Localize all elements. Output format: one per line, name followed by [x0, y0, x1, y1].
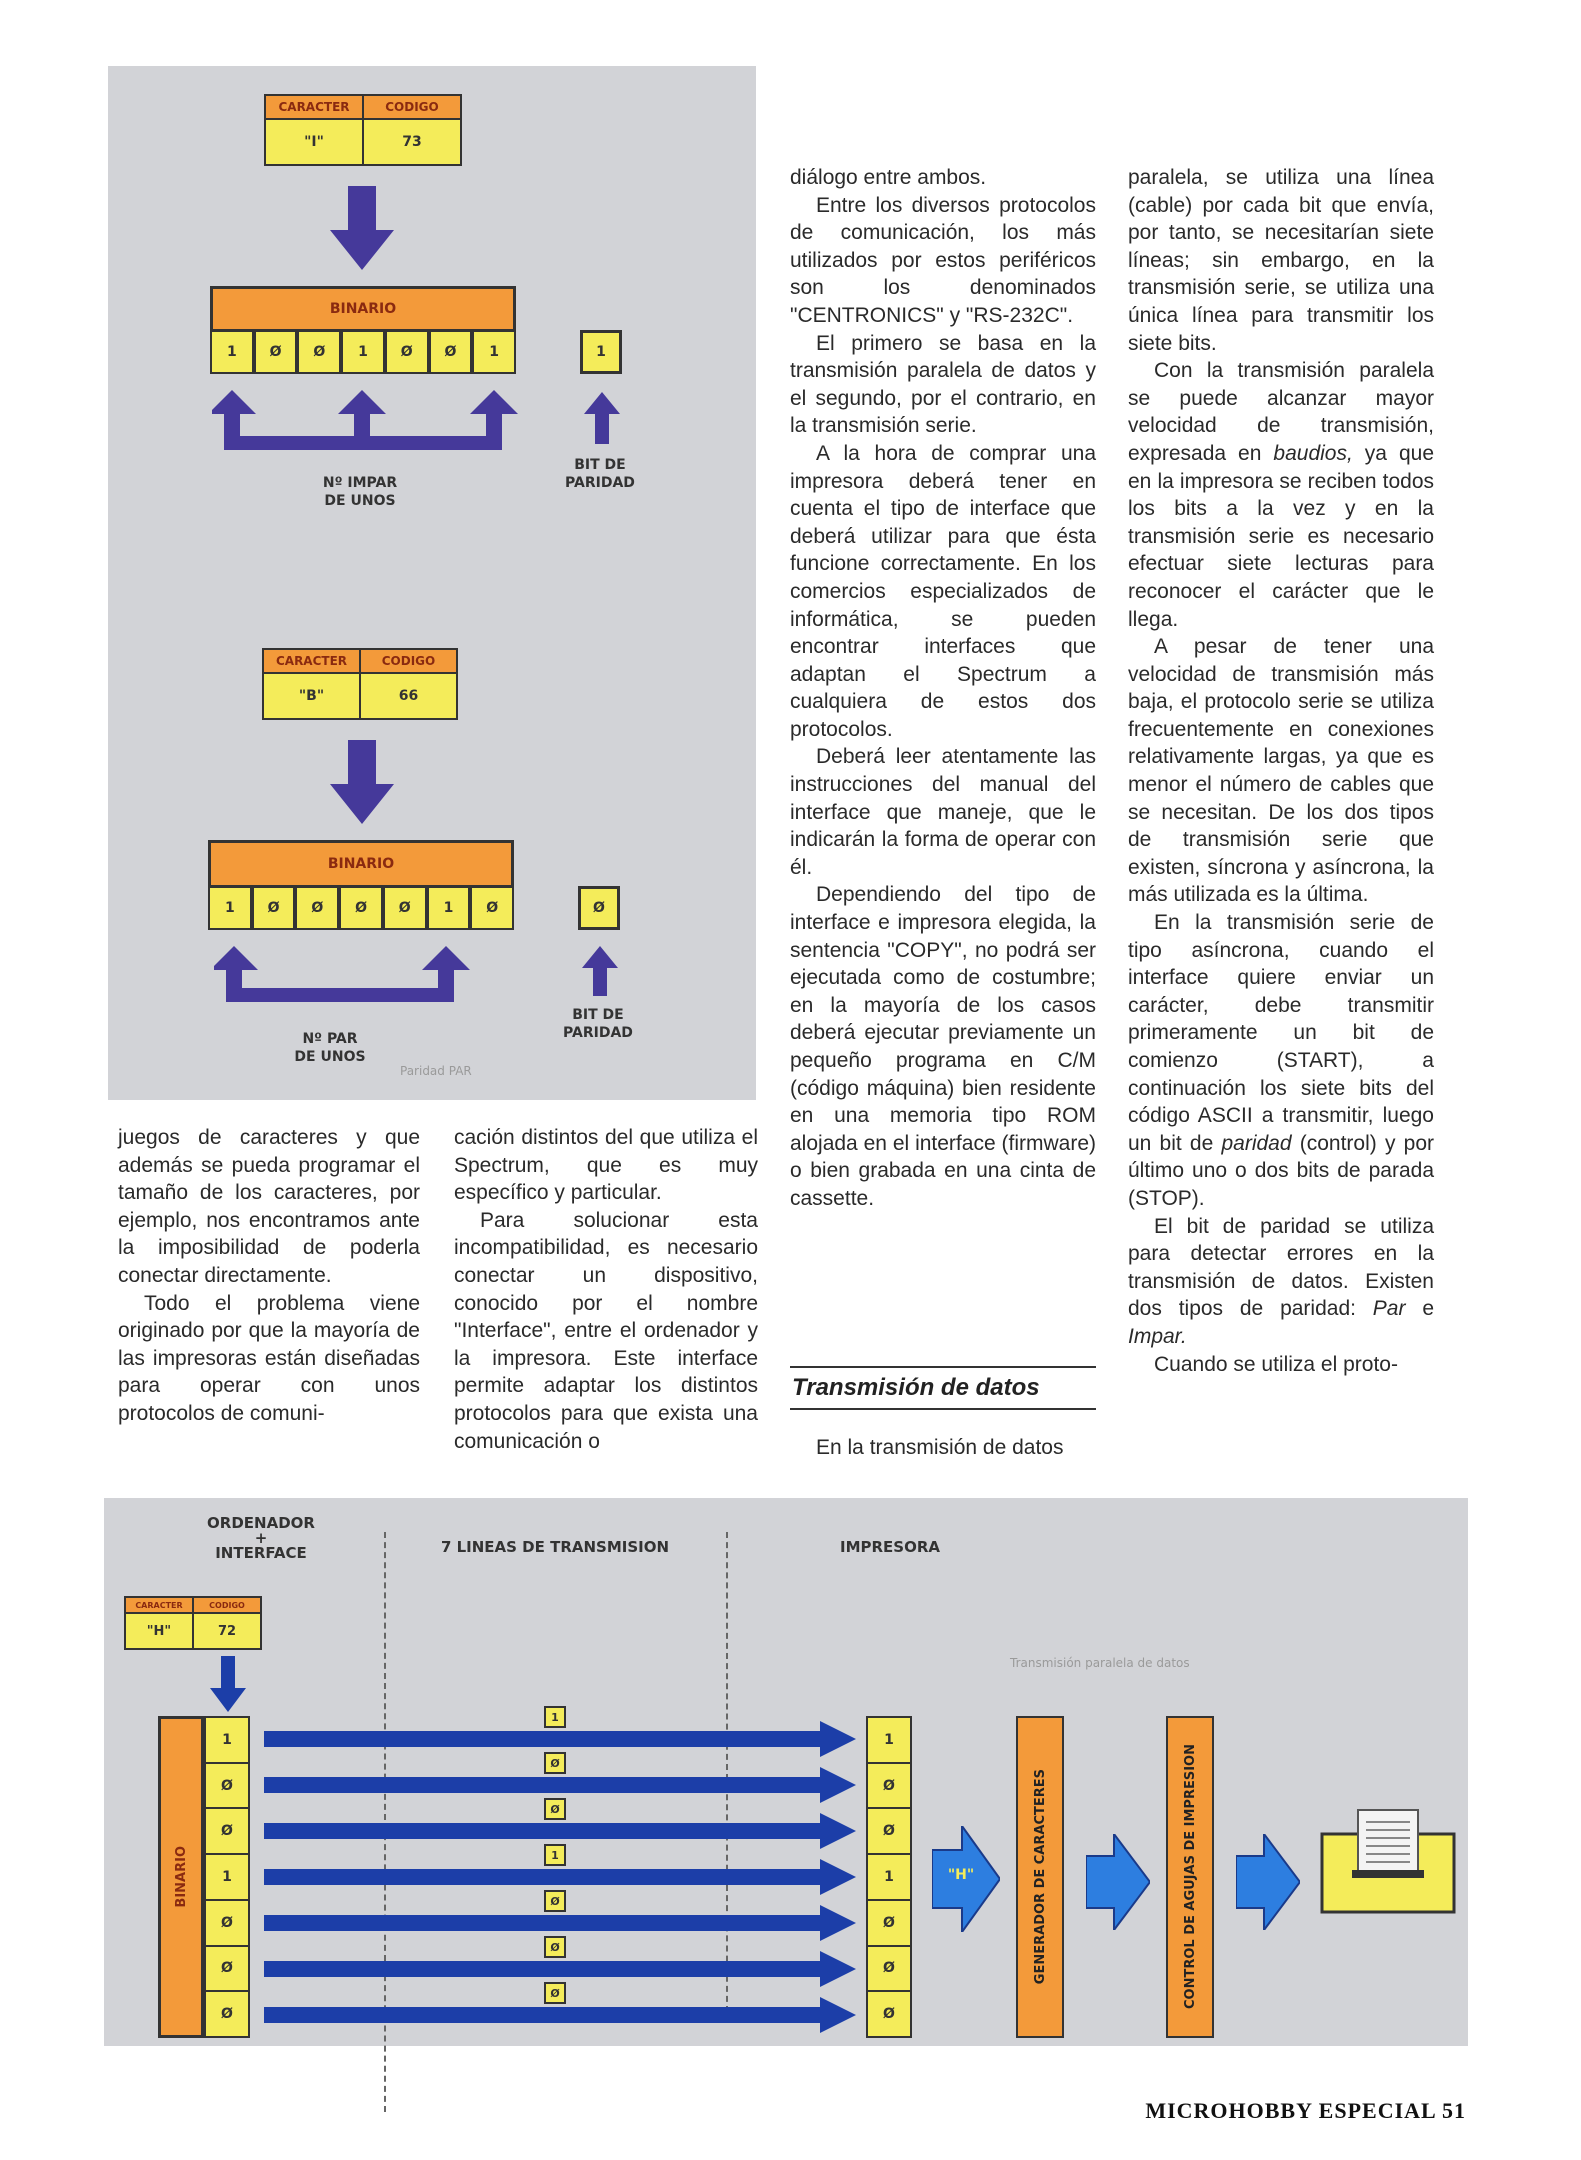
paragraph: En la transmisión serie de tipo asíncrona, cuando el interface quiere enviar un carácter, debe transmitir primeramente un bit de comienzo (START), a continuación los siete bits del código ASCII a transmitir, luego un bit de paridad (control) y por último uno o dos bits de parada (STOP). [1128, 911, 1434, 1210]
bit-cell: Ø [339, 886, 383, 930]
even-count-label: Nº PAR DE UNOS [294, 1031, 366, 1065]
down-arrow-icon [210, 1656, 246, 1712]
paragraph: El bit de paridad se utiliza para detectar errores en la transmisión de datos. Existen dos tipos de paridad: Par e Impar. [1128, 1214, 1434, 1348]
bit-cell: Ø [429, 330, 473, 374]
bit-cell: 1 [208, 886, 252, 930]
transit-bit: 1 [544, 1844, 566, 1866]
text-column-4 [1128, 164, 1434, 1378]
needle-control-box: CONTROL DE AGUJAS DE IMPRESION [1166, 1716, 1214, 2038]
character-generator-box: GENERADOR DE CARACTERES [1016, 1716, 1064, 2038]
parity-label-2: BIT DE PARIDAD [563, 1007, 633, 1041]
up-arrow-icon [584, 392, 620, 444]
transit-bit: Ø [544, 1982, 566, 2004]
printer-icon [1318, 1808, 1458, 1918]
flow-arrow-icon [1236, 1834, 1300, 1930]
bit-cell: Ø [866, 1947, 912, 1993]
paragraph: Dependiendo del tipo de interface e impresora elegida, la sentencia "COPY", no podrá ser ejecutada como de costumbre; en la mayoría de los casos deberá ejecutar previamente un pequeño programa en C/M (código máquina) bien residente en una memoria tipo ROM alojada en el interface (firmware) o bien grabada en una cinta de cassette. [790, 883, 1096, 1210]
paragraph: diálogo entre ambos. [790, 166, 987, 189]
bracket-arrows-icon [214, 946, 476, 1018]
char-code-table-3 [124, 1596, 262, 1650]
bit-cell: Ø [254, 330, 298, 374]
code-header: CODIGO [194, 1596, 262, 1614]
bit-cell: Ø [204, 1809, 250, 1855]
magazine-title: MICROHOBBY ESPECIAL [1145, 2098, 1436, 2123]
bit-cell: Ø [204, 1764, 250, 1810]
text-column-1 [118, 1124, 420, 1428]
printer-label: IMPRESORA [839, 1538, 940, 1556]
bit-cell: 1 [204, 1716, 250, 1764]
paragraph: Con la transmisión paralela se puede alcanzar mayor velocidad de transmisión, expresada en baudios, ya que en la impresora se reciben todos los bits a la vez y en la transmisión serie es necesario efectuar siete lecturas para reconocer el carácter que le llega. [1128, 359, 1434, 631]
paragraph: paralela, se utiliza una línea (cable) por cada bit que envía, por tanto, se necesitarían siete líneas; sin embargo, en la transmisión serie, se utiliza una única línea para transmitir los siete bits. [1128, 166, 1434, 355]
char-header: CARACTER [124, 1596, 194, 1614]
flow-arrow-icon [1086, 1834, 1150, 1930]
parity-diagram-panel [108, 66, 756, 1100]
bit-cell: Ø [470, 886, 514, 930]
code-value: 73 [364, 120, 462, 166]
page-footer [1120, 2098, 1466, 2124]
text-column-2 [454, 1124, 758, 1455]
odd-count-label: Nº IMPAR DE UNOS [322, 475, 398, 509]
bit-cell: 1 [210, 330, 254, 374]
down-arrow-icon [330, 186, 394, 270]
binary-label-vertical: BINARIO [158, 1716, 204, 2038]
char-value: "B" [262, 674, 361, 720]
paragraph: juegos de caracteres y que además se pueda programar el tamaño de los caracteres, por ejemplo, nos encontramos ante la imposibilidad de poderla conectar directamente. [118, 1126, 420, 1287]
code-header: CODIGO [361, 648, 458, 674]
paragraph: Para solucionar esta incompatibilidad, es necesario conectar un dispositivo, conocido por el nombre "Interface", entre el ordenador y la impresora. Este interface permite adaptar los distintos protocolos para que exista una comunicación o [454, 1208, 758, 1453]
heading-rule-bottom [790, 1408, 1096, 1410]
code-header: CODIGO [364, 94, 462, 120]
paragraph: Deberá leer atentamente las instrucciones del manual del interface que maneje, que le indicarán la forma de operar con él. [790, 745, 1096, 879]
bit-cell: Ø [383, 886, 427, 930]
bit-cell: Ø [866, 1764, 912, 1810]
char-code-table-2 [262, 648, 458, 720]
paragraph: Entre los diversos protocolos de comunicación, los más utilizados por estos periféricos son los denominados "CENTRONICS" y "RS-232C". [790, 193, 1096, 327]
bit-cell: 1 [427, 886, 471, 930]
paragraph: En la transmisión de datos [816, 1436, 1064, 1459]
paragraph: A pesar de tener una velocidad de transmisión más baja, el protocolo serie se utiliza frecuentemente en conexiones relativamente largas, ya que es menor el número de cables que se necesitan. De los dos tipos de transmisión serie que existen, síncrona y asíncrona, la más utilizada es la última. [1128, 635, 1434, 907]
paragraph: cación distintos del que utiliza el Spectrum, que es muy específico y particular. [454, 1126, 758, 1205]
bit-cell: Ø [866, 1901, 912, 1947]
bit-cell: Ø [204, 1992, 250, 2038]
transit-bit: Ø [544, 1752, 566, 1774]
transit-bit: Ø [544, 1798, 566, 1820]
bit-cell: 1 [866, 1855, 912, 1901]
bit-cell: Ø [385, 330, 429, 374]
paragraph: El primero se basa en la transmisión paralela de datos y el segundo, por el contrario, en la transmisión serie. [790, 331, 1096, 438]
bit-cell: 1 [472, 330, 516, 374]
bit-cell: Ø [295, 886, 339, 930]
char-value: "H" [124, 1614, 194, 1650]
transmission-caption: Transmisión paralela de datos [1010, 1656, 1190, 1670]
receiver-bit-column [866, 1716, 912, 2038]
bit-cell: Ø [204, 1947, 250, 1993]
binary-header-1: BINARIO [210, 286, 516, 332]
character-h-label: "H" [947, 1867, 975, 1883]
code-value: 72 [194, 1614, 262, 1650]
char-code-table-1 [264, 94, 462, 166]
section-heading: Transmisión de datos [792, 1374, 1040, 1401]
parity-label-1: BIT DE PARIDAD [565, 457, 635, 491]
sender-bit-column [204, 1716, 250, 2038]
bit-row-2 [208, 886, 514, 930]
code-value: 66 [361, 674, 458, 720]
bit-cell: 1 [204, 1855, 250, 1901]
up-arrow-icon [582, 946, 618, 996]
bit-cell: 1 [341, 330, 385, 374]
bit-cell: 1 [866, 1716, 912, 1764]
bit-cell: Ø [252, 886, 296, 930]
bracket-arrows-icon [212, 390, 518, 470]
heading-rule-top [790, 1366, 1096, 1368]
diagram-caption: Paridad PAR [400, 1064, 472, 1078]
bit-cell: Ø [204, 1901, 250, 1947]
text-column-3 [790, 164, 1096, 1213]
char-header: CARACTER [262, 648, 361, 674]
paragraph: A la hora de comprar una impresora deberá tener en cuenta el tipo de interface que deberá utilizar para que ésta funcione correctamente. En los comercios especializados de informática, se pueden encontrar interfaces que adaptan el Spectrum a cualquiera de estos dos protocolos. [790, 441, 1096, 741]
lines-label: 7 LINEAS DE TRANSMISION [440, 1538, 670, 1556]
computer-label: ORDENADOR + INTERFACE [207, 1514, 315, 1562]
bit-cell: Ø [297, 330, 341, 374]
page-number: 51 [1442, 2098, 1466, 2123]
paragraph: Cuando se utiliza el proto- [1154, 1352, 1398, 1376]
text-column-3-tail [790, 1434, 1096, 1462]
transit-bit: Ø [544, 1936, 566, 1958]
parity-bit-2: Ø [578, 886, 620, 930]
down-arrow-icon [330, 740, 394, 824]
paragraph: Todo el problema viene originado por que la mayoría de las impresoras están diseñadas para operar con unos protocolos de comuni- [118, 1291, 420, 1425]
char-header: CARACTER [264, 94, 364, 120]
bit-row-1 [210, 330, 516, 374]
binary-header-2: BINARIO [208, 840, 514, 888]
char-value: "I" [264, 120, 364, 166]
parity-bit-1: 1 [580, 330, 622, 374]
transit-bit: Ø [544, 1890, 566, 1912]
transit-bit: 1 [544, 1706, 566, 1728]
bit-cell: Ø [866, 1992, 912, 2038]
bit-cell: Ø [866, 1809, 912, 1855]
